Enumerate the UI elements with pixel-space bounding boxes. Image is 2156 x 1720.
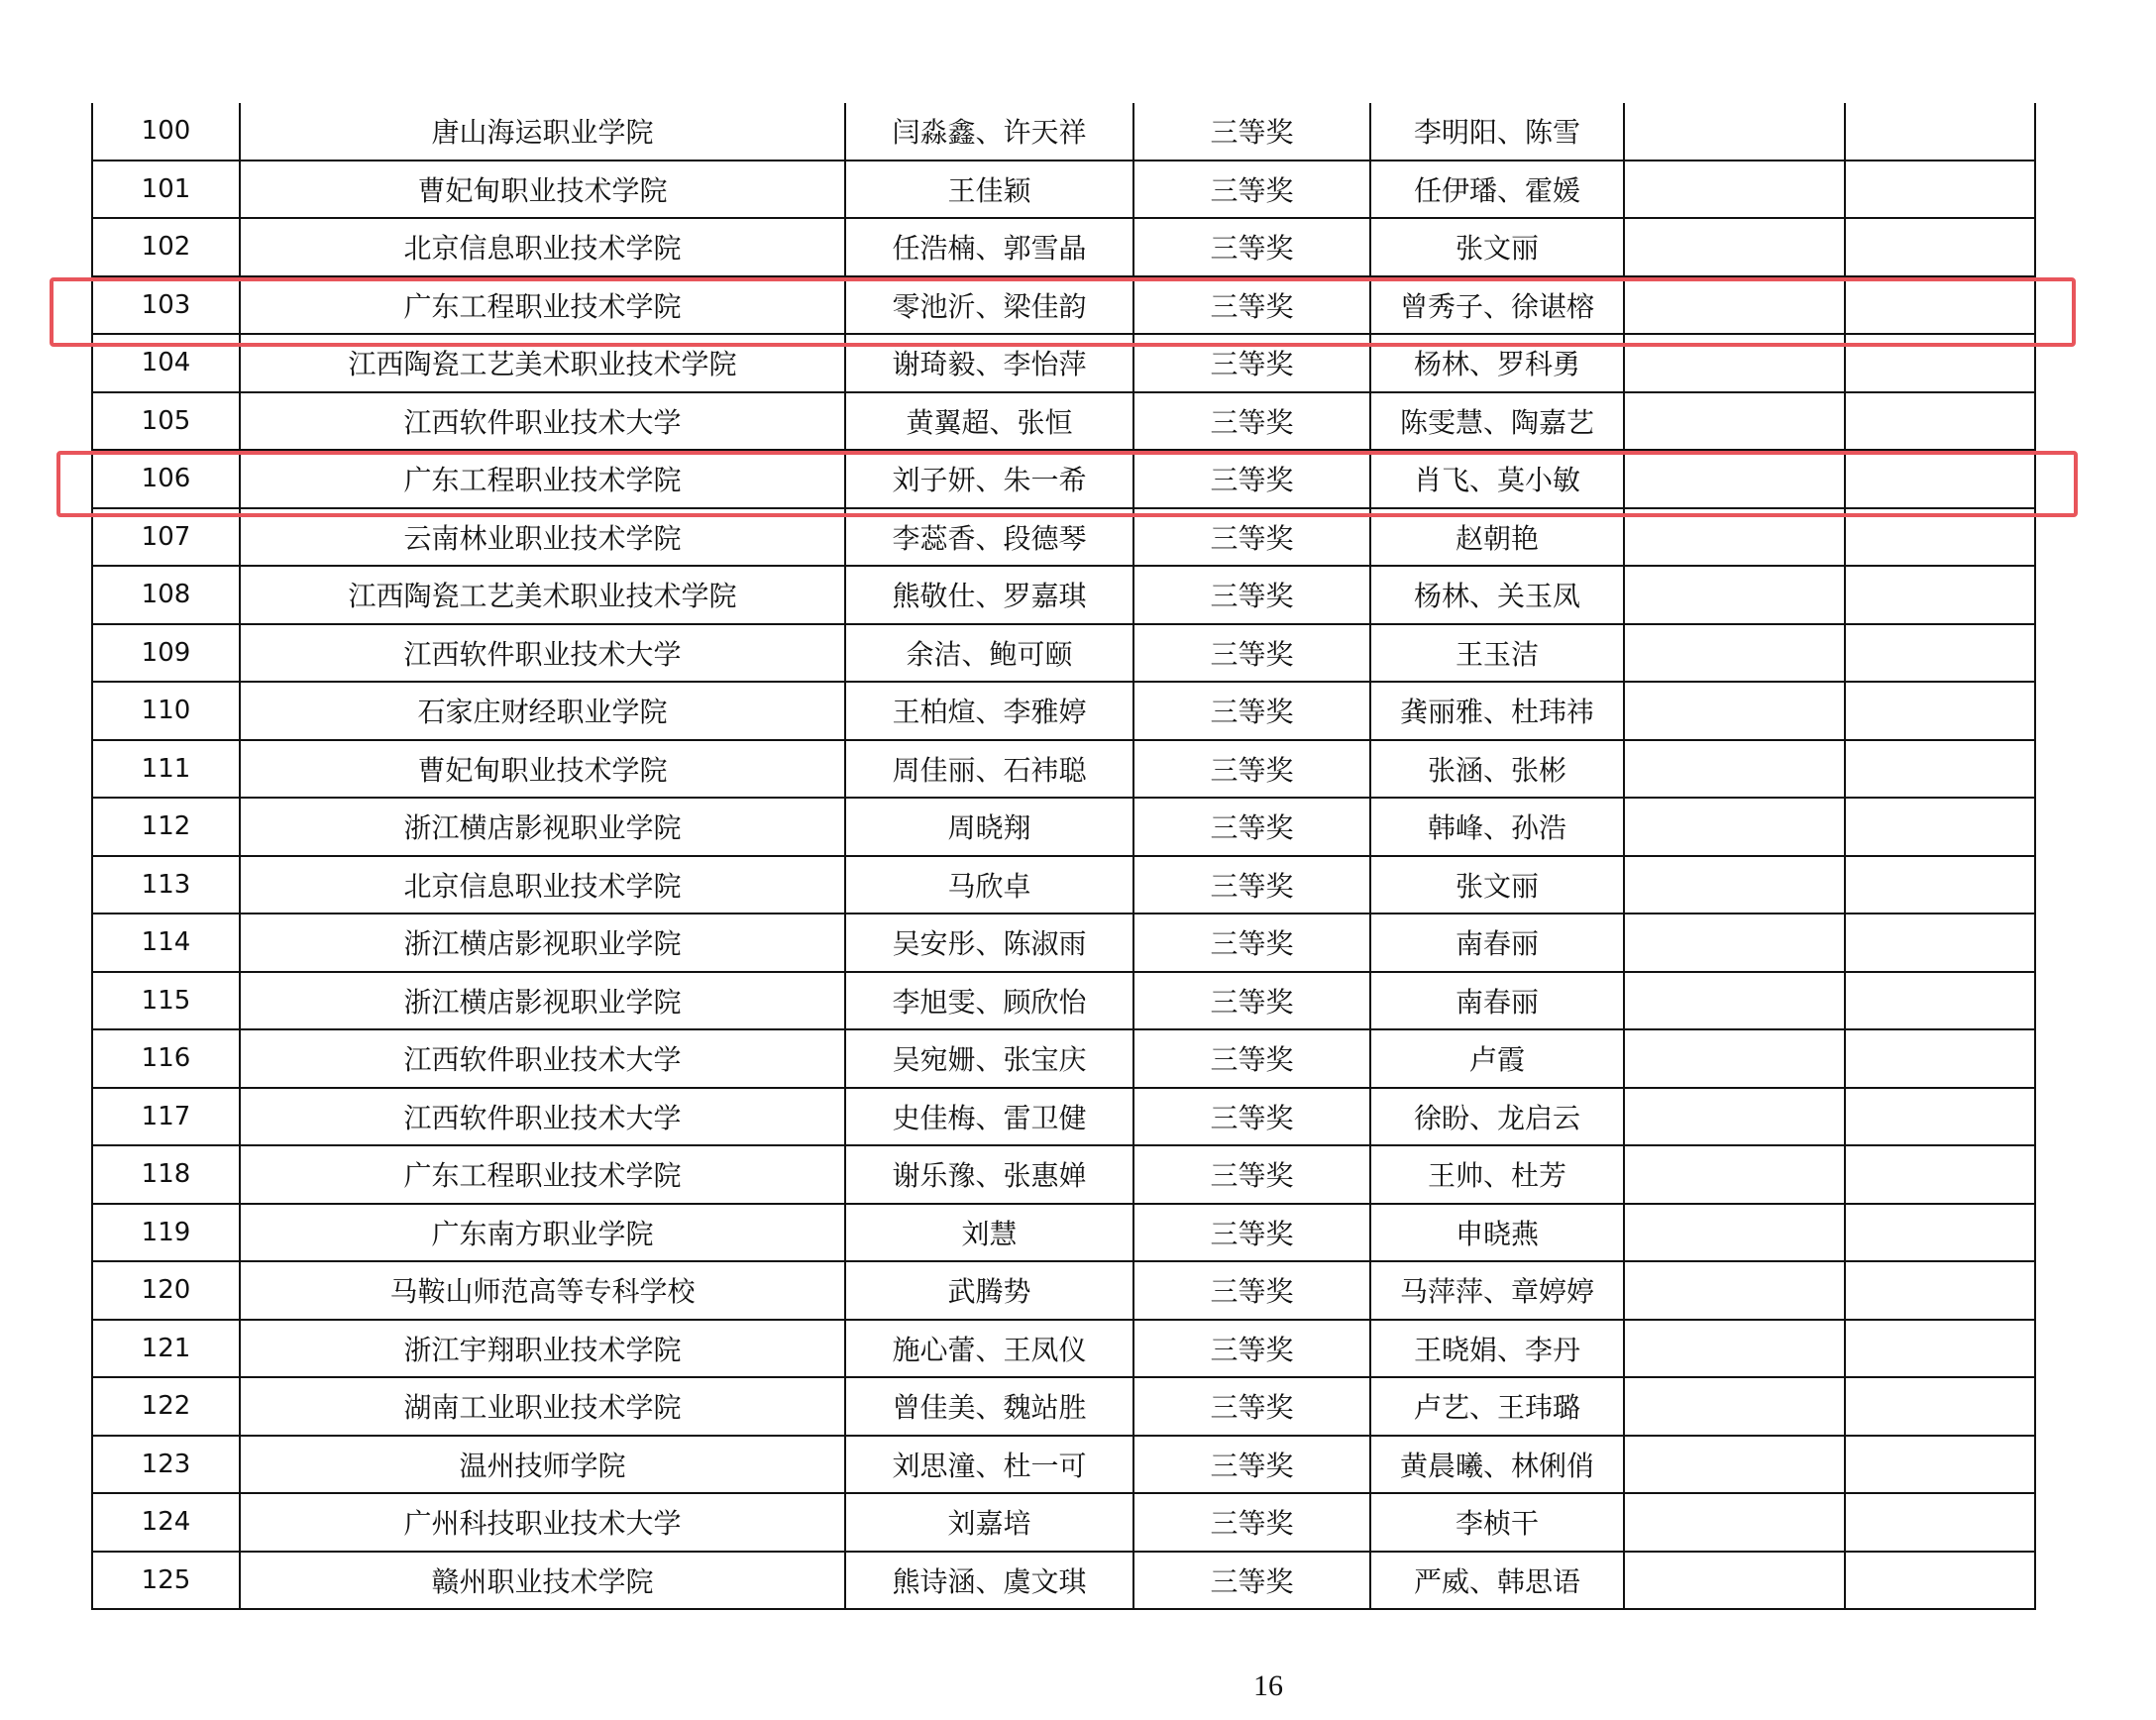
row-number-cell: 106 [92, 450, 240, 508]
empty-cell-6 [1624, 450, 1845, 508]
students-cell: 史佳梅、雷卫健 [845, 1088, 1133, 1146]
school-cell: 江西软件职业技术大学 [240, 392, 845, 451]
school-cell: 江西陶瓷工艺美术职业技术学院 [240, 566, 845, 624]
advisors-cell: 李桢干 [1370, 1493, 1624, 1552]
table-row [92, 624, 2035, 683]
empty-cell-6 [1624, 740, 1845, 799]
students-cell: 施心蕾、王凤仪 [845, 1320, 1133, 1378]
empty-cell-6 [1624, 334, 1845, 392]
table-row [92, 1261, 2035, 1320]
advisors-cell: 卢霞 [1370, 1029, 1624, 1088]
empty-cell-7 [1845, 856, 2035, 914]
students-cell: 王柏煊、李雅婷 [845, 682, 1133, 740]
advisors-cell: 南春丽 [1370, 972, 1624, 1030]
empty-cell-7 [1845, 103, 2035, 161]
award-cell: 三等奖 [1133, 740, 1370, 799]
table-row [92, 1204, 2035, 1262]
empty-cell-6 [1624, 1377, 1845, 1436]
award-cell: 三等奖 [1133, 1261, 1370, 1320]
school-cell: 浙江横店影视职业学院 [240, 914, 845, 972]
empty-cell-6 [1624, 161, 1845, 219]
school-cell: 曹妃甸职业技术学院 [240, 740, 845, 799]
students-cell: 余洁、鲍可颐 [845, 624, 1133, 683]
school-cell: 广东工程职业技术学院 [240, 1145, 845, 1204]
empty-cell-7 [1845, 1204, 2035, 1262]
row-number-cell: 111 [92, 740, 240, 799]
table-row [92, 276, 2035, 335]
empty-cell-7 [1845, 218, 2035, 276]
school-cell: 马鞍山师范高等专科学校 [240, 1261, 845, 1320]
school-cell: 曹妃甸职业技术学院 [240, 161, 845, 219]
row-number-cell: 118 [92, 1145, 240, 1204]
school-cell: 北京信息职业技术学院 [240, 218, 845, 276]
table-row [92, 334, 2035, 392]
advisors-cell: 任伊璠、霍媛 [1370, 161, 1624, 219]
empty-cell-6 [1624, 1088, 1845, 1146]
advisors-cell: 张涵、张彬 [1370, 740, 1624, 799]
school-cell: 江西软件职业技术大学 [240, 624, 845, 683]
students-cell: 周佳丽、石袆聪 [845, 740, 1133, 799]
advisors-cell: 黄晨曦、林俐俏 [1370, 1436, 1624, 1494]
empty-cell-6 [1624, 972, 1845, 1030]
students-cell: 刘子妍、朱一希 [845, 450, 1133, 508]
row-number-cell: 109 [92, 624, 240, 683]
table-row [92, 682, 2035, 740]
school-cell: 浙江横店影视职业学院 [240, 972, 845, 1030]
students-cell: 李蕊香、段德琴 [845, 508, 1133, 567]
award-cell: 三等奖 [1133, 624, 1370, 683]
empty-cell-6 [1624, 624, 1845, 683]
table-row [92, 1320, 2035, 1378]
row-number-cell: 125 [92, 1552, 240, 1610]
empty-cell-7 [1845, 914, 2035, 972]
row-number-cell: 122 [92, 1377, 240, 1436]
table-row [92, 1029, 2035, 1088]
empty-cell-7 [1845, 1320, 2035, 1378]
row-number-cell: 114 [92, 914, 240, 972]
students-cell: 谢琦毅、李怡萍 [845, 334, 1133, 392]
advisors-cell: 赵朝艳 [1370, 508, 1624, 567]
empty-cell-7 [1845, 334, 2035, 392]
advisors-cell: 张文丽 [1370, 856, 1624, 914]
award-cell: 三等奖 [1133, 1320, 1370, 1378]
award-cell: 三等奖 [1133, 1552, 1370, 1610]
row-number-cell: 116 [92, 1029, 240, 1088]
school-cell: 江西软件职业技术大学 [240, 1088, 845, 1146]
empty-cell-6 [1624, 798, 1845, 856]
empty-cell-7 [1845, 450, 2035, 508]
advisors-cell: 严威、韩思语 [1370, 1552, 1624, 1610]
students-cell: 李旭雯、顾欣怡 [845, 972, 1133, 1030]
empty-cell-7 [1845, 1436, 2035, 1494]
students-cell: 王佳颖 [845, 161, 1133, 219]
row-number-cell: 123 [92, 1436, 240, 1494]
school-cell: 广东工程职业技术学院 [240, 276, 845, 335]
award-cell: 三等奖 [1133, 1029, 1370, 1088]
award-cell: 三等奖 [1133, 1436, 1370, 1494]
award-cell: 三等奖 [1133, 798, 1370, 856]
table-row [92, 1436, 2035, 1494]
empty-cell-7 [1845, 624, 2035, 683]
award-cell: 三等奖 [1133, 218, 1370, 276]
students-cell: 曾佳美、魏站胜 [845, 1377, 1133, 1436]
empty-cell-7 [1845, 798, 2035, 856]
advisors-cell: 陈雯慧、陶嘉艺 [1370, 392, 1624, 451]
row-number-cell: 112 [92, 798, 240, 856]
table-row [92, 914, 2035, 972]
students-cell: 吴宛姗、张宝庆 [845, 1029, 1133, 1088]
award-cell: 三等奖 [1133, 392, 1370, 451]
advisors-cell: 南春丽 [1370, 914, 1624, 972]
award-table [91, 103, 2036, 1610]
students-cell: 闫淼鑫、许天祥 [845, 103, 1133, 161]
award-cell: 三等奖 [1133, 914, 1370, 972]
empty-cell-6 [1624, 856, 1845, 914]
empty-cell-6 [1624, 1261, 1845, 1320]
school-cell: 浙江横店影视职业学院 [240, 798, 845, 856]
advisors-cell: 卢艺、王玮璐 [1370, 1377, 1624, 1436]
school-cell: 北京信息职业技术学院 [240, 856, 845, 914]
empty-cell-7 [1845, 1493, 2035, 1552]
students-cell: 吴安彤、陈淑雨 [845, 914, 1133, 972]
school-cell: 广东南方职业学院 [240, 1204, 845, 1262]
empty-cell-7 [1845, 276, 2035, 335]
empty-cell-6 [1624, 103, 1845, 161]
award-cell: 三等奖 [1133, 682, 1370, 740]
students-cell: 刘慧 [845, 1204, 1133, 1262]
students-cell: 谢乐豫、张惠婵 [845, 1145, 1133, 1204]
advisors-cell: 张文丽 [1370, 218, 1624, 276]
award-cell: 三等奖 [1133, 1493, 1370, 1552]
award-cell: 三等奖 [1133, 276, 1370, 335]
table-row [92, 1088, 2035, 1146]
advisors-cell: 徐盼、龙启云 [1370, 1088, 1624, 1146]
empty-cell-7 [1845, 1377, 2035, 1436]
empty-cell-6 [1624, 682, 1845, 740]
empty-cell-7 [1845, 1261, 2035, 1320]
empty-cell-6 [1624, 1204, 1845, 1262]
row-number-cell: 102 [92, 218, 240, 276]
school-cell: 湖南工业职业技术学院 [240, 1377, 845, 1436]
school-cell: 赣州职业技术学院 [240, 1552, 845, 1610]
empty-cell-7 [1845, 1552, 2035, 1610]
row-number-cell: 107 [92, 508, 240, 567]
empty-cell-6 [1624, 1029, 1845, 1088]
empty-cell-6 [1624, 1493, 1845, 1552]
empty-cell-7 [1845, 161, 2035, 219]
row-number-cell: 121 [92, 1320, 240, 1378]
advisors-cell: 马萍萍、章婷婷 [1370, 1261, 1624, 1320]
empty-cell-7 [1845, 508, 2035, 567]
school-cell: 广州科技职业技术大学 [240, 1493, 845, 1552]
row-number-cell: 104 [92, 334, 240, 392]
table-row [92, 972, 2035, 1030]
empty-cell-6 [1624, 276, 1845, 335]
students-cell: 武腾势 [845, 1261, 1133, 1320]
table-row [92, 161, 2035, 219]
table-row [92, 450, 2035, 508]
empty-cell-6 [1624, 392, 1845, 451]
award-cell: 三等奖 [1133, 334, 1370, 392]
empty-cell-6 [1624, 218, 1845, 276]
row-number-cell: 100 [92, 103, 240, 161]
award-cell: 三等奖 [1133, 1204, 1370, 1262]
table-row [92, 740, 2035, 799]
advisors-cell: 杨林、罗科勇 [1370, 334, 1624, 392]
empty-cell-7 [1845, 1088, 2035, 1146]
school-cell: 温州技师学院 [240, 1436, 845, 1494]
empty-cell-6 [1624, 508, 1845, 567]
empty-cell-6 [1624, 1552, 1845, 1610]
school-cell: 云南林业职业技术学院 [240, 508, 845, 567]
table-row [92, 1145, 2035, 1204]
award-cell: 三等奖 [1133, 1088, 1370, 1146]
table-row [92, 1493, 2035, 1552]
row-number-cell: 119 [92, 1204, 240, 1262]
table-row [92, 103, 2035, 161]
row-number-cell: 110 [92, 682, 240, 740]
award-cell: 三等奖 [1133, 508, 1370, 567]
award-cell: 三等奖 [1133, 856, 1370, 914]
advisors-cell: 王晓娟、李丹 [1370, 1320, 1624, 1378]
advisors-cell: 曾秀子、徐谌榕 [1370, 276, 1624, 335]
empty-cell-7 [1845, 972, 2035, 1030]
table-row [92, 856, 2035, 914]
table-row [92, 392, 2035, 451]
advisors-cell: 肖飞、莫小敏 [1370, 450, 1624, 508]
award-table-body [92, 103, 2035, 1609]
row-number-cell: 115 [92, 972, 240, 1030]
row-number-cell: 105 [92, 392, 240, 451]
students-cell: 刘思潼、杜一可 [845, 1436, 1133, 1494]
row-number-cell: 103 [92, 276, 240, 335]
advisors-cell: 李明阳、陈雪 [1370, 103, 1624, 161]
students-cell: 黄翼超、张恒 [845, 392, 1133, 451]
empty-cell-6 [1624, 914, 1845, 972]
advisors-cell: 申晓燕 [1370, 1204, 1624, 1262]
table-row [92, 1552, 2035, 1610]
empty-cell-6 [1624, 1320, 1845, 1378]
students-cell: 任浩楠、郭雪晶 [845, 218, 1133, 276]
award-cell: 三等奖 [1133, 1145, 1370, 1204]
school-cell: 江西软件职业技术大学 [240, 1029, 845, 1088]
award-cell: 三等奖 [1133, 450, 1370, 508]
school-cell: 石家庄财经职业学院 [240, 682, 845, 740]
school-cell: 广东工程职业技术学院 [240, 450, 845, 508]
award-cell: 三等奖 [1133, 103, 1370, 161]
empty-cell-7 [1845, 740, 2035, 799]
advisors-cell: 韩峰、孙浩 [1370, 798, 1624, 856]
empty-cell-7 [1845, 1145, 2035, 1204]
empty-cell-7 [1845, 566, 2035, 624]
empty-cell-6 [1624, 1436, 1845, 1494]
students-cell: 刘嘉培 [845, 1493, 1133, 1552]
empty-cell-6 [1624, 1145, 1845, 1204]
students-cell: 周晓翔 [845, 798, 1133, 856]
row-number-cell: 113 [92, 856, 240, 914]
students-cell: 熊敬仕、罗嘉琪 [845, 566, 1133, 624]
table-row [92, 798, 2035, 856]
empty-cell-7 [1845, 682, 2035, 740]
advisors-cell: 王帅、杜芳 [1370, 1145, 1624, 1204]
row-number-cell: 108 [92, 566, 240, 624]
award-cell: 三等奖 [1133, 972, 1370, 1030]
empty-cell-6 [1624, 566, 1845, 624]
table-row [92, 218, 2035, 276]
advisors-cell: 杨林、关玉凤 [1370, 566, 1624, 624]
row-number-cell: 101 [92, 161, 240, 219]
empty-cell-7 [1845, 392, 2035, 451]
school-cell: 江西陶瓷工艺美术职业技术学院 [240, 334, 845, 392]
page-number: 16 [1253, 1669, 1283, 1702]
row-number-cell: 124 [92, 1493, 240, 1552]
row-number-cell: 120 [92, 1261, 240, 1320]
students-cell: 零池沂、梁佳韵 [845, 276, 1133, 335]
table-row [92, 508, 2035, 567]
empty-cell-7 [1845, 1029, 2035, 1088]
school-cell: 浙江宇翔职业技术学院 [240, 1320, 845, 1378]
award-cell: 三等奖 [1133, 1377, 1370, 1436]
table-row [92, 566, 2035, 624]
students-cell: 熊诗涵、虞文琪 [845, 1552, 1133, 1610]
advisors-cell: 龚丽雅、杜玮祎 [1370, 682, 1624, 740]
advisors-cell: 王玉洁 [1370, 624, 1624, 683]
table-row [92, 1377, 2035, 1436]
row-number-cell: 117 [92, 1088, 240, 1146]
award-cell: 三等奖 [1133, 566, 1370, 624]
school-cell: 唐山海运职业学院 [240, 103, 845, 161]
students-cell: 马欣卓 [845, 856, 1133, 914]
award-cell: 三等奖 [1133, 161, 1370, 219]
